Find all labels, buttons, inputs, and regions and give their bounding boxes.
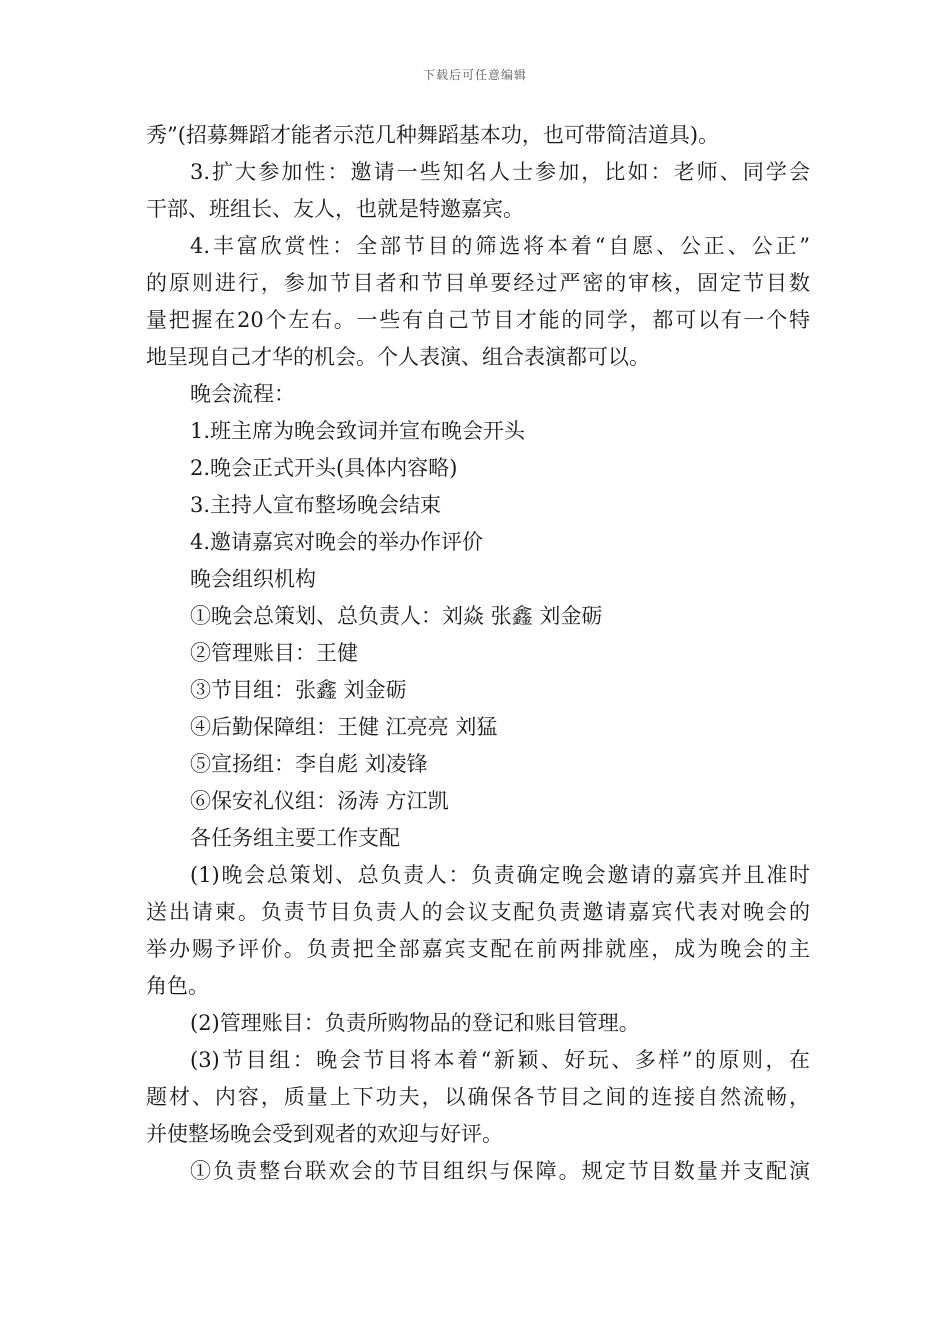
paragraph-line: ⑤宣扬组：李自彪 刘凌锋 <box>190 752 428 776</box>
paragraph-line: ③节目组：张鑫 刘金砺 <box>190 678 407 702</box>
page-header: 下载后可任意编辑 <box>422 68 527 82</box>
paragraph-line: (2)管理账目：负责所购物品的登记和账目管理。 <box>190 1011 640 1035</box>
paragraph-line: (1)晚会总策划、总负责人：负责确定晚会邀请的嘉宾并且准时 <box>190 863 810 887</box>
paragraph-line: 3.主持人宣布整场晚会结束 <box>190 493 442 517</box>
paragraph-line: 地呈现自己才华的机会。个人表演、组合表演都可以。 <box>146 345 650 369</box>
paragraph-line: 晚会流程： <box>190 382 295 406</box>
document-body <box>146 117 810 1190</box>
paragraph-line: 1.班主席为晚会致词并宣布晚会开头 <box>190 419 526 443</box>
paragraph-line: 题材、内容，质量上下功夫，以确保各节目之间的连接自然流畅， <box>146 1085 810 1109</box>
paragraph-line: ⑥保安礼仪组：汤涛 方江凯 <box>190 789 449 813</box>
paragraph-line: 2.晚会正式开头(具体内容略) <box>190 456 458 480</box>
paragraph-line: 秀”(招募舞蹈才能者示范几种舞蹈基本功，也可带简洁道具)。 <box>146 123 720 147</box>
paragraph-line: ①晚会总策划、总负责人：刘焱 张鑫 刘金砺 <box>190 604 603 628</box>
paragraph-line: 的原则进行，参加节目者和节目单要经过严密的审核，固定节目数 <box>146 271 810 295</box>
paragraph-line: 干部、班组长、友人，也就是特邀嘉宾。 <box>146 197 524 221</box>
paragraph-line: 送出请柬。负责节目负责人的会议支配负责邀请嘉宾代表对晚会的 <box>146 900 810 924</box>
paragraph-line: ②管理账目：王健 <box>190 641 358 665</box>
paragraph-line: 角色。 <box>146 974 209 998</box>
paragraph-line: 晚会组织机构 <box>190 567 316 591</box>
paragraph-line: 4.邀请嘉宾对晚会的举办作评价 <box>190 530 484 554</box>
paragraph-line: (3)节目组：晚会节目将本着“新颖、好玩、多样”的原则，在 <box>190 1048 810 1072</box>
paragraph-line: 3.扩大参加性：邀请一些知名人士参加，比如：老师、同学会 <box>190 160 810 184</box>
paragraph-line: ①负责整台联欢会的节目组织与保障。规定节目数量并支配演 <box>190 1159 810 1183</box>
paragraph-line: 量把握在20个左右。一些有自己节目才能的同学，都可以有一个特 <box>146 308 810 332</box>
paragraph-line: ④后勤保障组：王健 江亮亮 刘猛 <box>190 715 498 739</box>
paragraph-line: 4.丰富欣赏性：全部节目的筛选将本着“自愿、公正、公正” <box>190 234 810 258</box>
paragraph-line: 并使整场晚会受到观者的欢迎与好评。 <box>146 1122 503 1146</box>
paragraph-line: 举办赐予评价。负责把全部嘉宾支配在前两排就座，成为晚会的主 <box>146 937 810 961</box>
paragraph-line: 各任务组主要工作支配 <box>190 826 400 850</box>
